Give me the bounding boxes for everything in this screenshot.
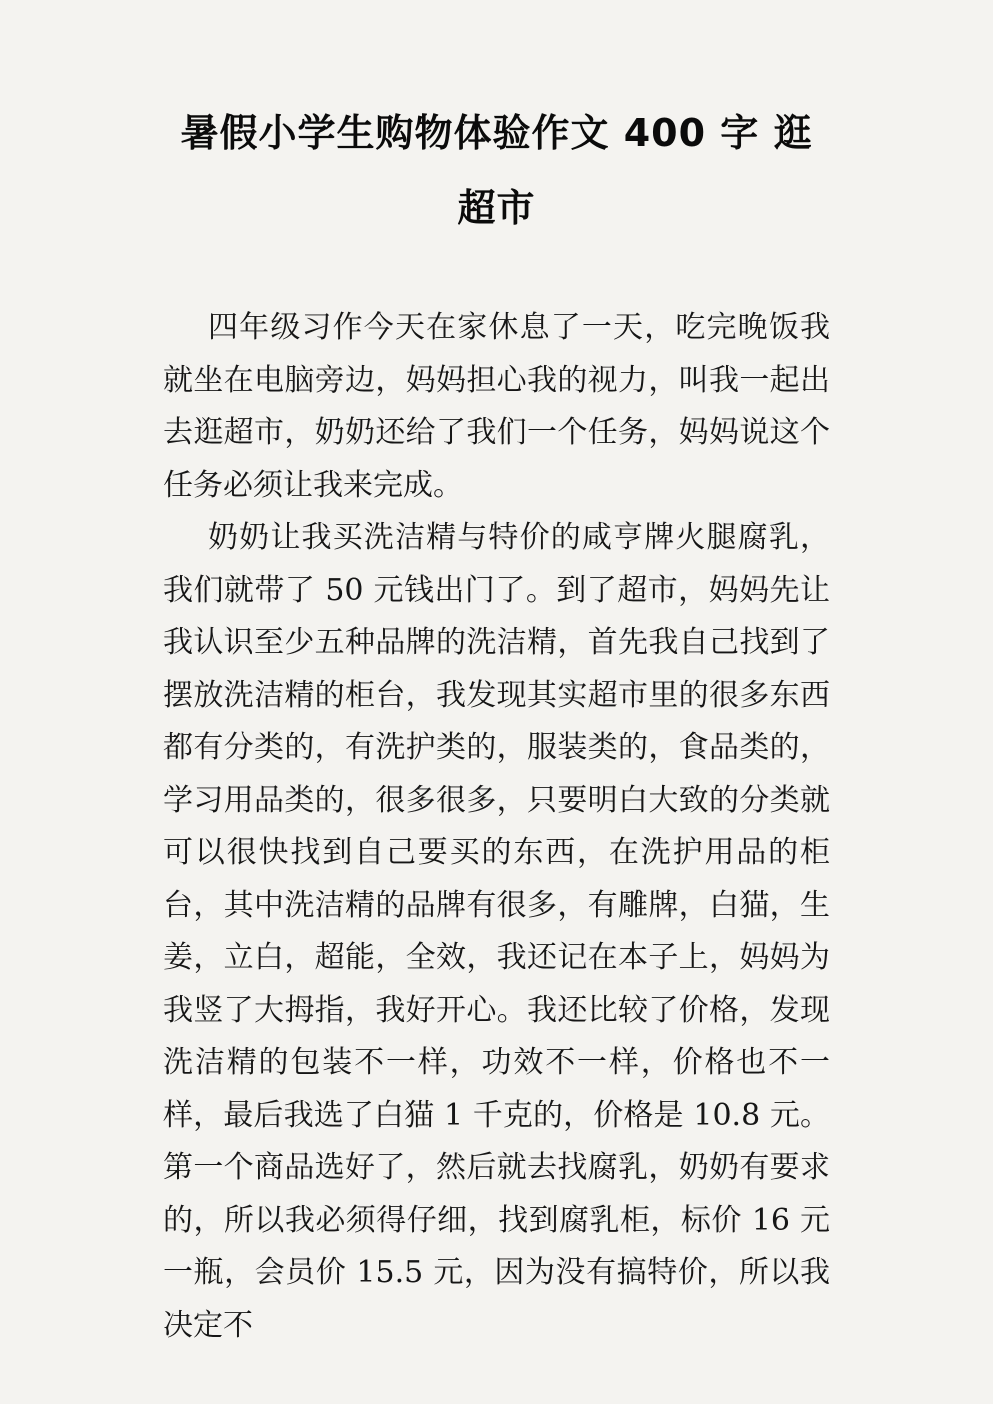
document-title: 暑假小学生购物体验作文 400 字 逛超市	[180, 111, 813, 230]
document-body	[163, 302, 830, 1352]
paragraph: 奶奶让我买洗洁精与特价的咸亨牌火腿腐乳，我们就带了 50 元钱出门了。到了超市，妈妈先让我认识至少五种品牌的洗洁精，首先我自己找到了摆放洗洁精的柜台，我发现其实超市里的很多东西都有分类的，有洗护类的，服装类的，食品类的，学习用品类的，很多很多，只要明白大致的分类就可以很快找到自己要买的东西，在洗护用品的柜台，其中洗洁精的品牌有很多，有雕牌，白猫，生姜，立白，超能，全效，我还记在本子上，妈妈为我竖了大拇指，我好开心。我还比较了价格，发现洗洁精的包装不一样，功效不一样，价格也不一样，最后我选了白猫 1 千克的，价格是 10.8 元。第一个商品选好了，然后就去找腐乳，奶奶有要求的，所以我必须得仔细，找到腐乳柜，标价 16 元一瓶，会员价 15.5 元，因为没有搞特价，所以我决定不	[163, 520, 830, 1343]
paragraph: 四年级习作今天在家休息了一天，吃完晚饭我就坐在电脑旁边，妈妈担心我的视力，叫我一起出去逛超市，奶奶还给了我们一个任务，妈妈说这个任务必须让我来完成。	[163, 310, 830, 503]
